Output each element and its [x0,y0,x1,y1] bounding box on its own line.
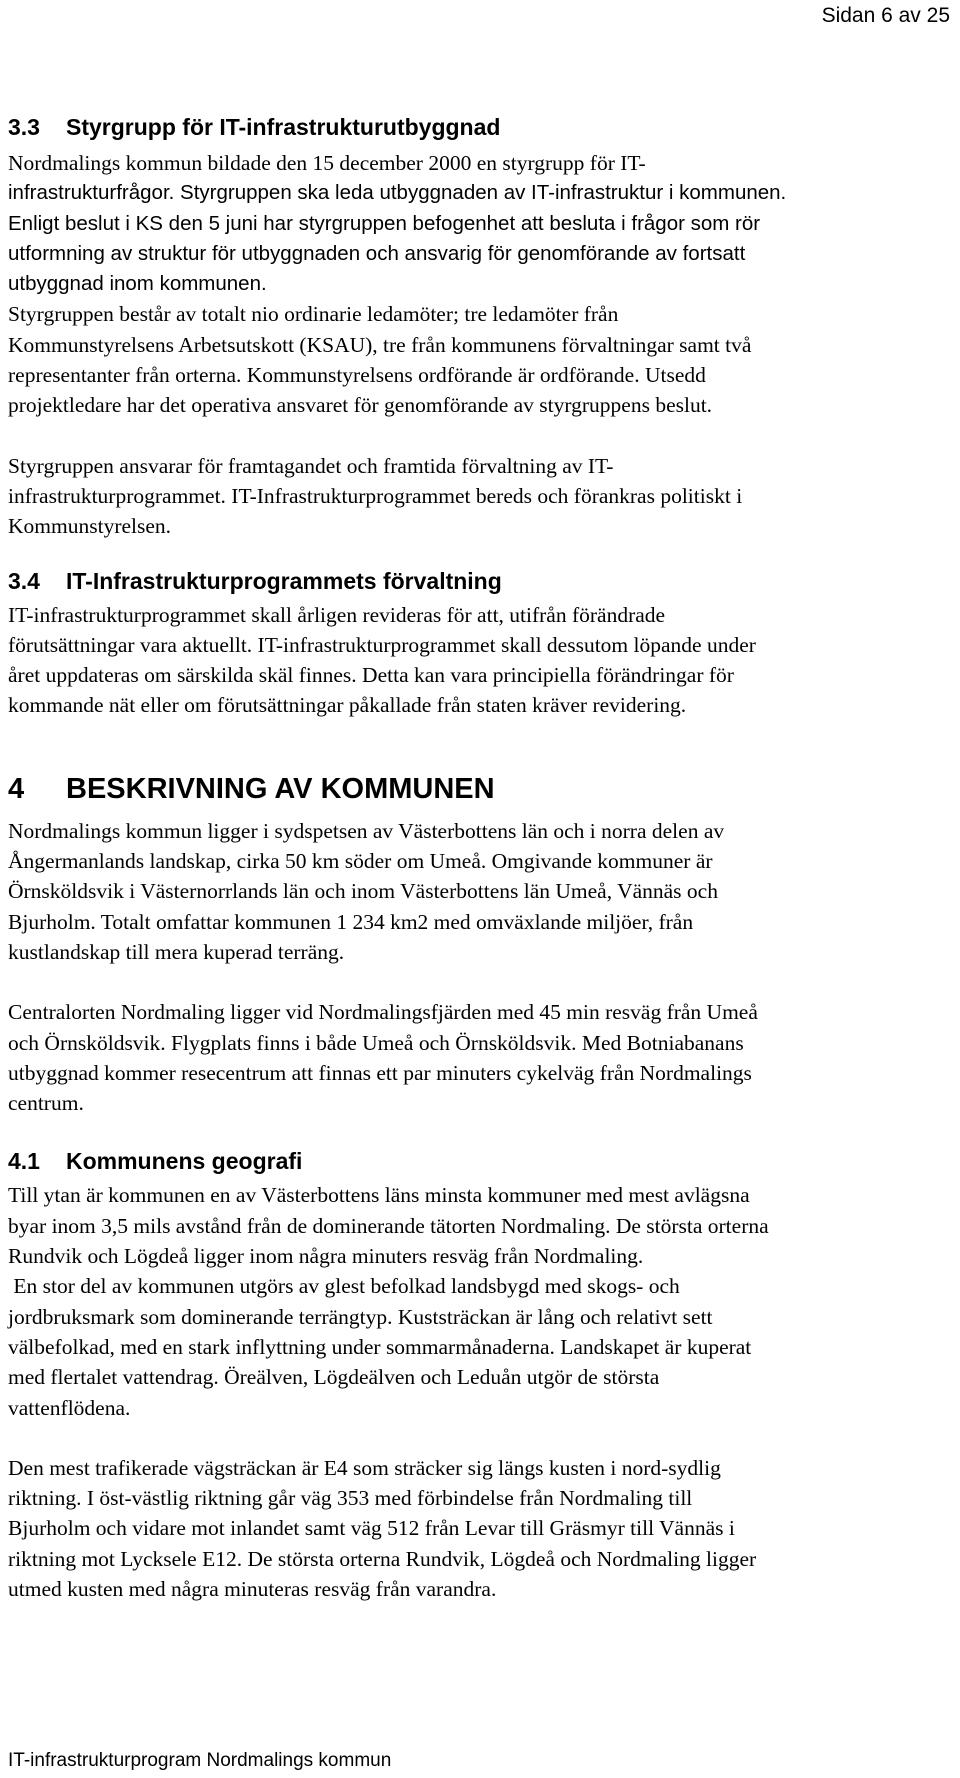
text-line: byar inom 3,5 mils avstånd från de dominerande tätorten Nordmaling. De största orterna [8,1213,769,1238]
text-line: Centralorten Nordmaling ligger vid Nordmalingsfjärden med 45 min resväg från Umeå [8,1000,758,1025]
text-line: vattenflödena. [8,1395,131,1420]
text-line: centrum. [8,1091,84,1116]
paragraph [8,148,954,299]
paragraph [8,1453,954,1604]
text-line: kommande nät eller om förutsättningar påkallade från staten kräver revidering. [8,693,687,718]
heading-title: IT-Infrastrukturprogrammets förvaltning [66,567,502,594]
text-line: Nordmalings kommun bildade den 15 december 2000 en styrgrupp för IT- [8,151,646,175]
text-line: Kommunstyrelsens Arbetsutskott (KSAU), tre från kommunens förvaltningar samt två [8,332,752,357]
text-line: och Örnsköldsvik. Flygplats finns i både Umeå och Örnsköldsvik. Med Botniabanans [8,1030,744,1055]
text-line: representanter från orterna. Kommunstyrelsens ordförande är ordförande. Utsedd [8,363,706,388]
text-line: IT-infrastrukturprogrammet skall årligen revideras för att, utifrån förändrade [8,602,666,627]
paragraph [8,997,954,1118]
text-line: Styrgruppen består av totalt nio ordinarie ledamöter; tre ledamöter från [8,302,619,327]
page-footer: IT-infrastrukturprogram Nordmalings kommun [8,1750,392,1771]
paragraph [8,1180,954,1422]
heading-3-3 [8,114,954,141]
text-line: utmed kusten med några minuteras resväg från varandra. [8,1576,497,1601]
text-line: infrastrukturfrågor. Styrgruppen ska leda utbyggnaden av IT-infrastruktur i kommunen. [8,181,787,205]
heading-4 [8,773,954,806]
text-line: året uppdateras om särskilda skäl finnes. Detta kan vara principiella förändringar för [8,663,734,688]
heading-number: 4 [8,772,25,805]
paragraph [8,299,954,420]
page-number: Sidan 6 av 25 [821,4,950,27]
text-line: Nordmalings kommun ligger i sydspetsen av Västerbottens län och i norra delen av [8,818,725,843]
paragraph [8,451,954,542]
text-line: Kommunstyrelsen. [8,514,172,539]
text-line: Ångermanlands landskap, cirka 50 km söder om Umeå. Omgivande kommuner är [8,849,713,874]
text-line: Rundvik och Lögdeå ligger inom några minuters resväg från Nordmaling. [8,1244,644,1269]
heading-title: Styrgrupp för IT-infrastrukturutbyggnad [66,114,501,140]
paragraph [8,816,954,967]
text-line: utbyggnad inom kommunen. [8,272,267,296]
heading-number: 3.3 [8,114,40,140]
text-line: Styrgruppen ansvarar för framtagandet och framtida förvaltning av IT- [8,453,614,478]
text-line: En stor del av kommunen utgörs av glest befolkad landsbygd med skogs- och [8,1274,680,1299]
text-line: välbefolkad, med en stark inflyttning under sommarmånaderna. Landskapet är kuperat [8,1334,752,1359]
text-line: Bjurholm och vidare mot inlandet samt väg 512 från Levar till Gräsmyr till Vännäs i [8,1516,735,1541]
heading-title: BESKRIVNING AV KOMMUNEN [66,772,495,805]
text-line: Till ytan är kommunen en av Västerbottens läns minsta kommuner med mest avlägsna [8,1183,750,1208]
text-line: kustlandskap till mera kuperad terräng. [8,939,345,964]
text-line: infrastrukturprogrammet. IT-Infrastrukturprogrammet bereds och förankras politiskt i [8,483,743,508]
text-line: med flertalet vattendrag. Öreälven, Lögdeälven och Leduån utgör de största [8,1365,660,1390]
text-line: utformning av struktur för utbyggnaden och ansvarig för genomförande av fortsatt [8,241,746,265]
text-line: Bjurholm. Totalt omfattar kommunen 1 234 km2 med omväxlande miljöer, från [8,909,694,934]
text-line: Örnsköldsvik i Västernorrlands län och inom Västerbottens län Umeå, Vännäs och [8,879,718,904]
text-line: Enligt beslut i KS den 5 juni har styrgruppen befogenhet att besluta i frågor som rör [8,211,761,235]
heading-number: 4.1 [8,1148,40,1175]
heading-4-1 [8,1148,954,1175]
text-line: förutsättningar vara aktuellt. IT-infrastrukturprogrammet skall dessutom löpande under [8,632,756,657]
text-line: riktning. I öst-västlig riktning går väg 353 med förbindelse från Nordmaling till [8,1486,693,1511]
document-body [8,114,954,1604]
heading-number: 3.4 [8,567,40,594]
text-line: projektledare har det operativa ansvaret för genomförande av styrgruppens beslut. [8,393,713,418]
text-line: Den mest trafikerade vägsträckan är E4 som sträcker sig längs kusten i nord-sydlig [8,1455,721,1480]
paragraph [8,600,954,721]
text-line: jordbruksmark som dominerande terrängtyp. Kuststräckan är lång och relativt sett [8,1304,713,1329]
heading-title: Kommunens geografi [66,1148,303,1175]
heading-3-4 [8,568,954,595]
text-line: riktning mot Lycksele E12. De största orterna Rundvik, Lögdeå och Nordmaling ligger [8,1546,757,1571]
text-line: utbyggnad kommer resecentrum att finnas ett par minuters cykelväg från Nordmalings [8,1060,752,1085]
